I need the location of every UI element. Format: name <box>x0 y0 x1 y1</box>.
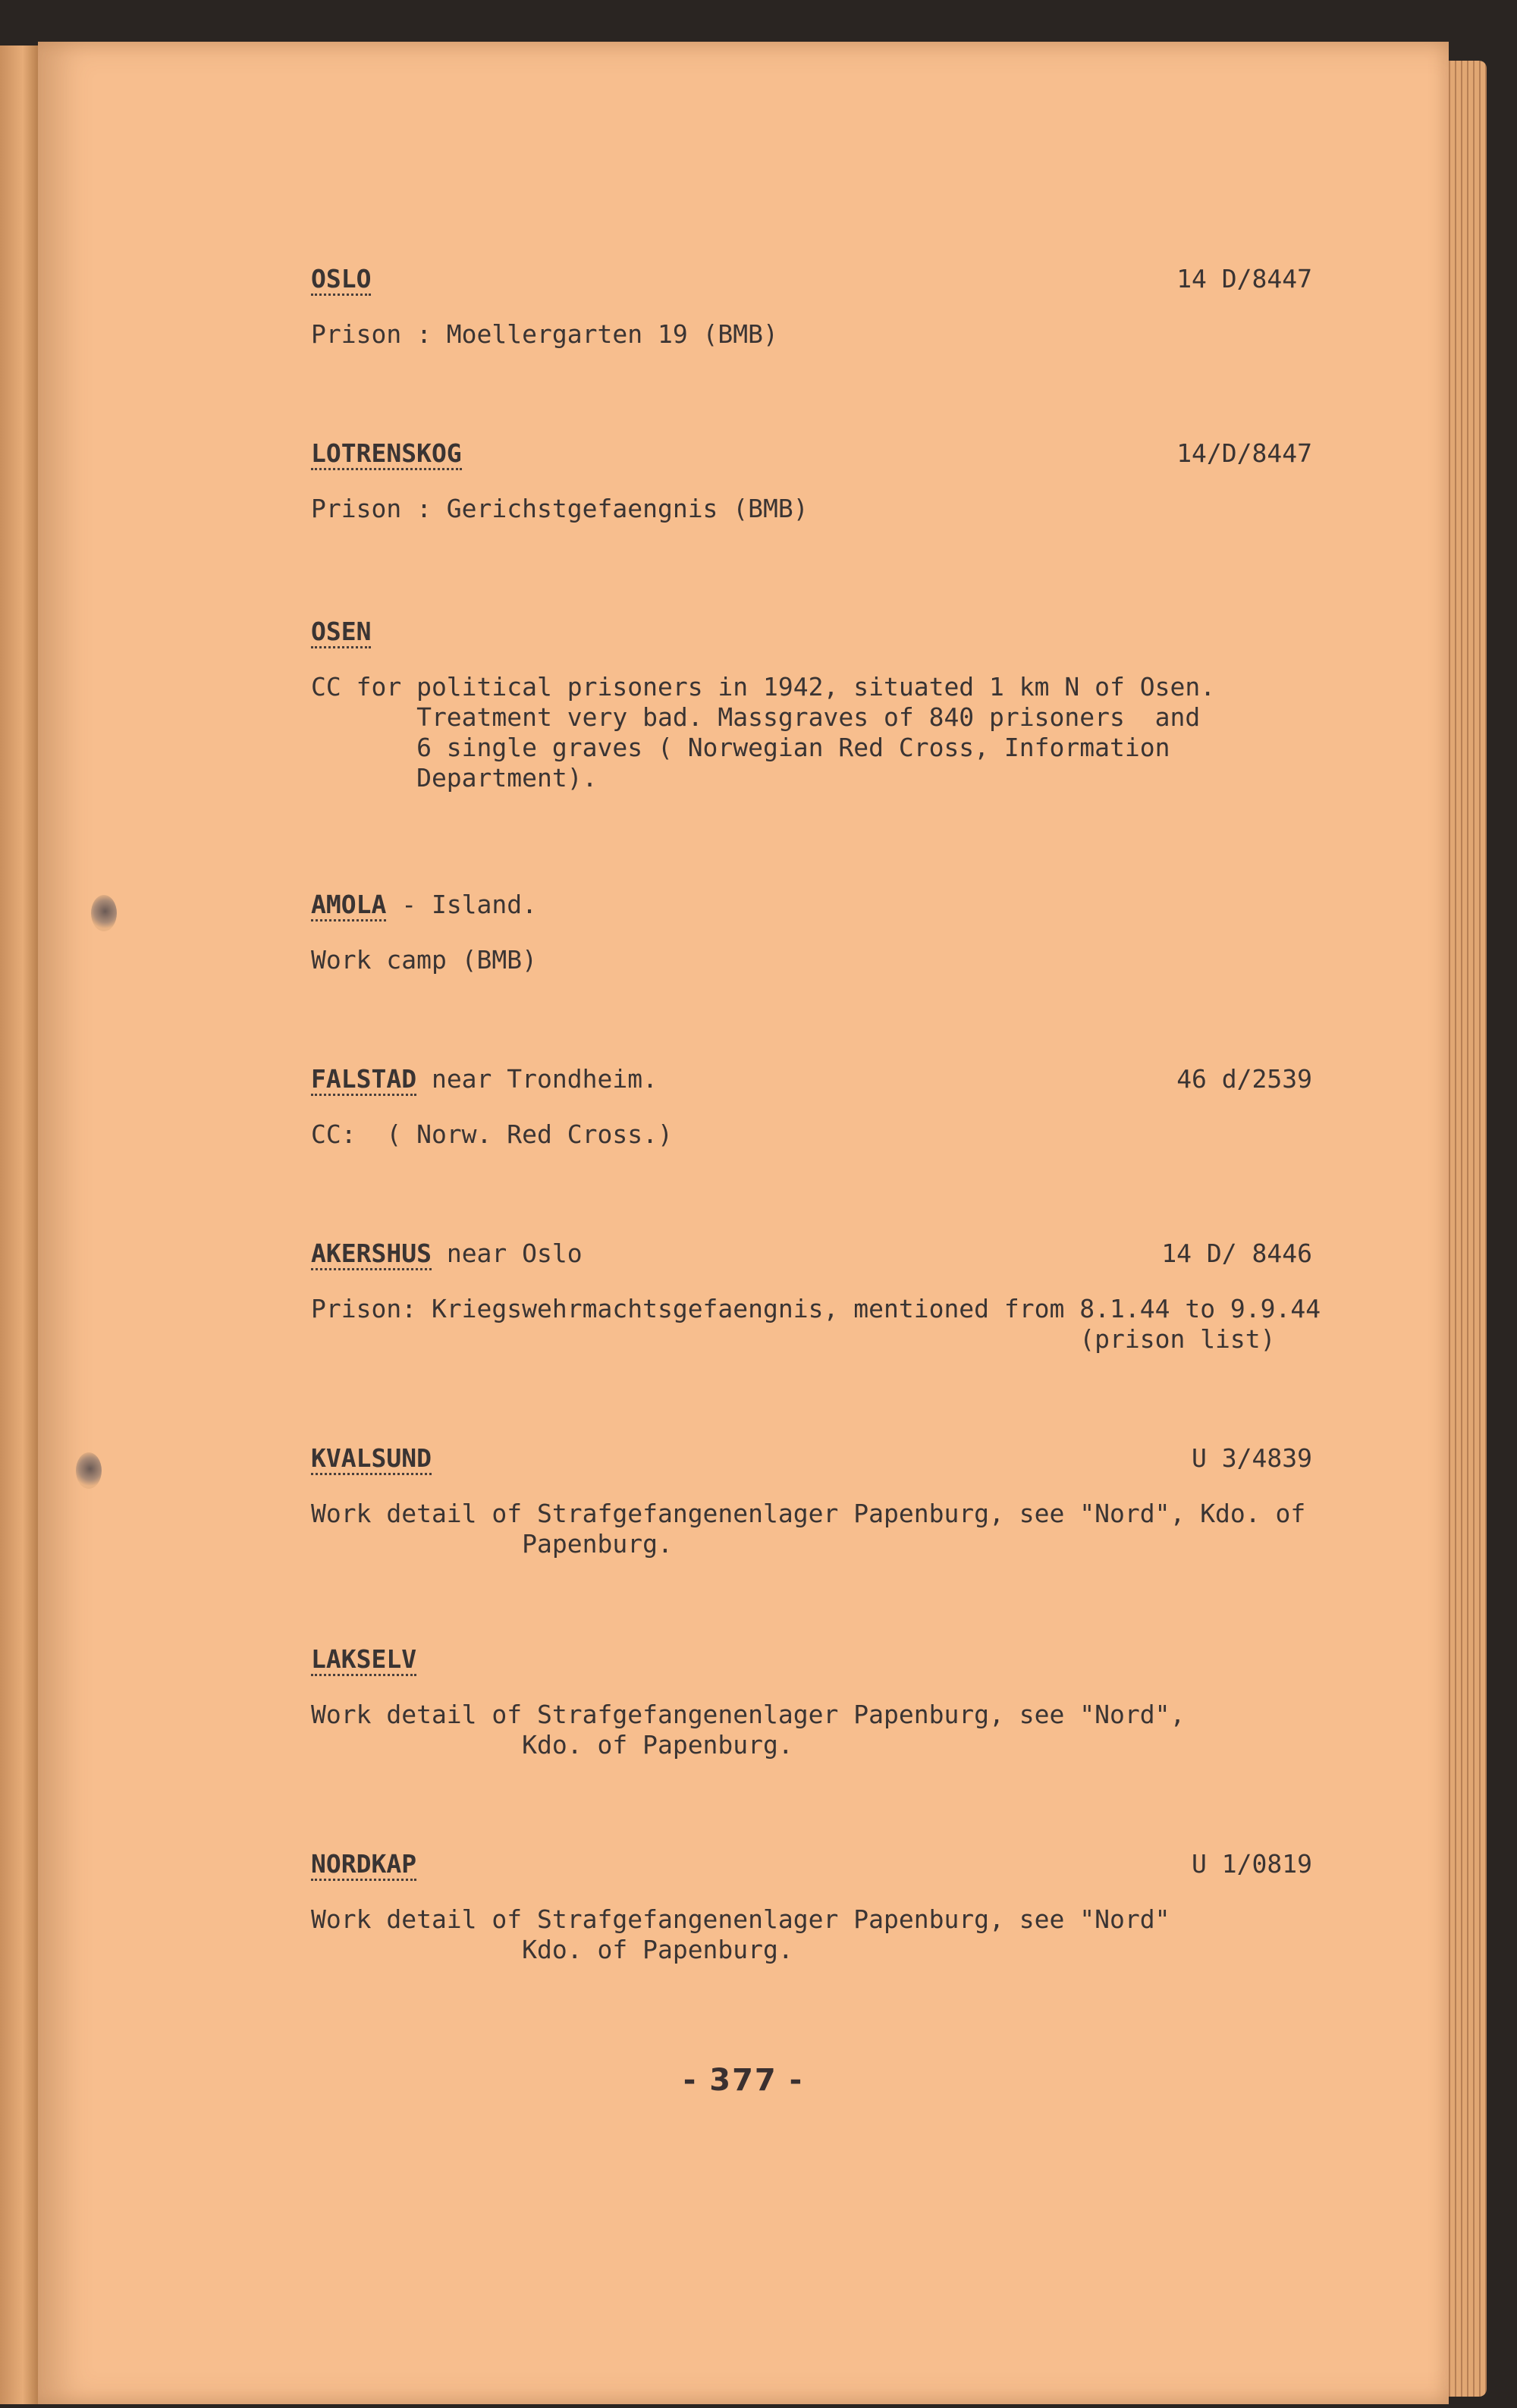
place-name: AKERSHUS <box>311 1239 432 1270</box>
reference-number: U 1/0819 <box>1192 1849 1312 1879</box>
entry-lakselv <box>311 1642 1312 1760</box>
place-name: OSEN <box>311 617 371 648</box>
place-name: AMOLA <box>311 890 386 921</box>
entry-description: Work detail of Strafgefangenenlager Papenburg, see "Nord", Kdo. of Papenburg. <box>311 1700 1186 1760</box>
reference-number: 46 d/2539 <box>1176 1064 1312 1094</box>
punch-hole <box>91 895 117 931</box>
place-suffix: near Oslo <box>431 1239 583 1268</box>
place-name: FALSTAD <box>311 1064 416 1096</box>
facing-page-edge <box>0 46 40 2404</box>
entry-description: Prison : Gerichstgefaengnis (BMB) <box>311 494 809 523</box>
place-name: KVALSUND <box>311 1443 432 1475</box>
punch-hole <box>76 1452 102 1489</box>
place-name: LOTRENSKOG <box>311 438 462 470</box>
entry-osen <box>311 614 1312 793</box>
reference-number: 14 D/ 8446 <box>1161 1239 1312 1268</box>
entry-description: Work camp (BMB) <box>311 945 538 975</box>
entry-amola <box>311 887 1312 975</box>
entry-nordkap <box>311 1847 1312 1965</box>
place-suffix: - Island. <box>386 890 538 919</box>
entry-description: CC for political prisoners in 1942, situated 1 km N of Osen. Treatment very bad. Massgraves of 840 prisoners and 6 single graves ( Norwegian Red Cross, Information Department). <box>311 672 1216 793</box>
reference-number: 14/D/8447 <box>1176 438 1312 468</box>
entry-description: Prison : Moellergarten 19 (BMB) <box>311 319 778 349</box>
entry-akershus <box>311 1236 1373 1355</box>
entry-description: Prison: Kriegswehrmachtsgefaengnis, mentioned from 8.1.44 to 9.9.44 (prison list) <box>311 1294 1321 1354</box>
entry-description: CC: ( Norw. Red Cross.) <box>311 1119 673 1149</box>
entry-description: Work detail of Strafgefangenenlager Papenburg, see "Nord" Kdo. of Papenburg. <box>311 1904 1170 1964</box>
place-name: NORDKAP <box>311 1849 416 1881</box>
place-name: LAKSELV <box>311 1644 416 1676</box>
document-page <box>38 42 1449 2404</box>
entry-lotrenskog <box>311 436 1312 524</box>
reference-number: 14 D/8447 <box>1176 264 1312 294</box>
place-suffix: near Trondheim. <box>416 1064 658 1094</box>
entry-description: Work detail of Strafgefangenenlager Papenburg, see "Nord", Kdo. of Papenburg. <box>311 1499 1306 1559</box>
entry-falstad <box>311 1062 1312 1150</box>
reference-number: U 3/4839 <box>1192 1443 1312 1473</box>
entry-kvalsund <box>311 1441 1312 1559</box>
place-name: OSLO <box>311 264 371 296</box>
page-number: - 377 - <box>683 2063 804 2098</box>
entry-oslo <box>311 262 1312 350</box>
